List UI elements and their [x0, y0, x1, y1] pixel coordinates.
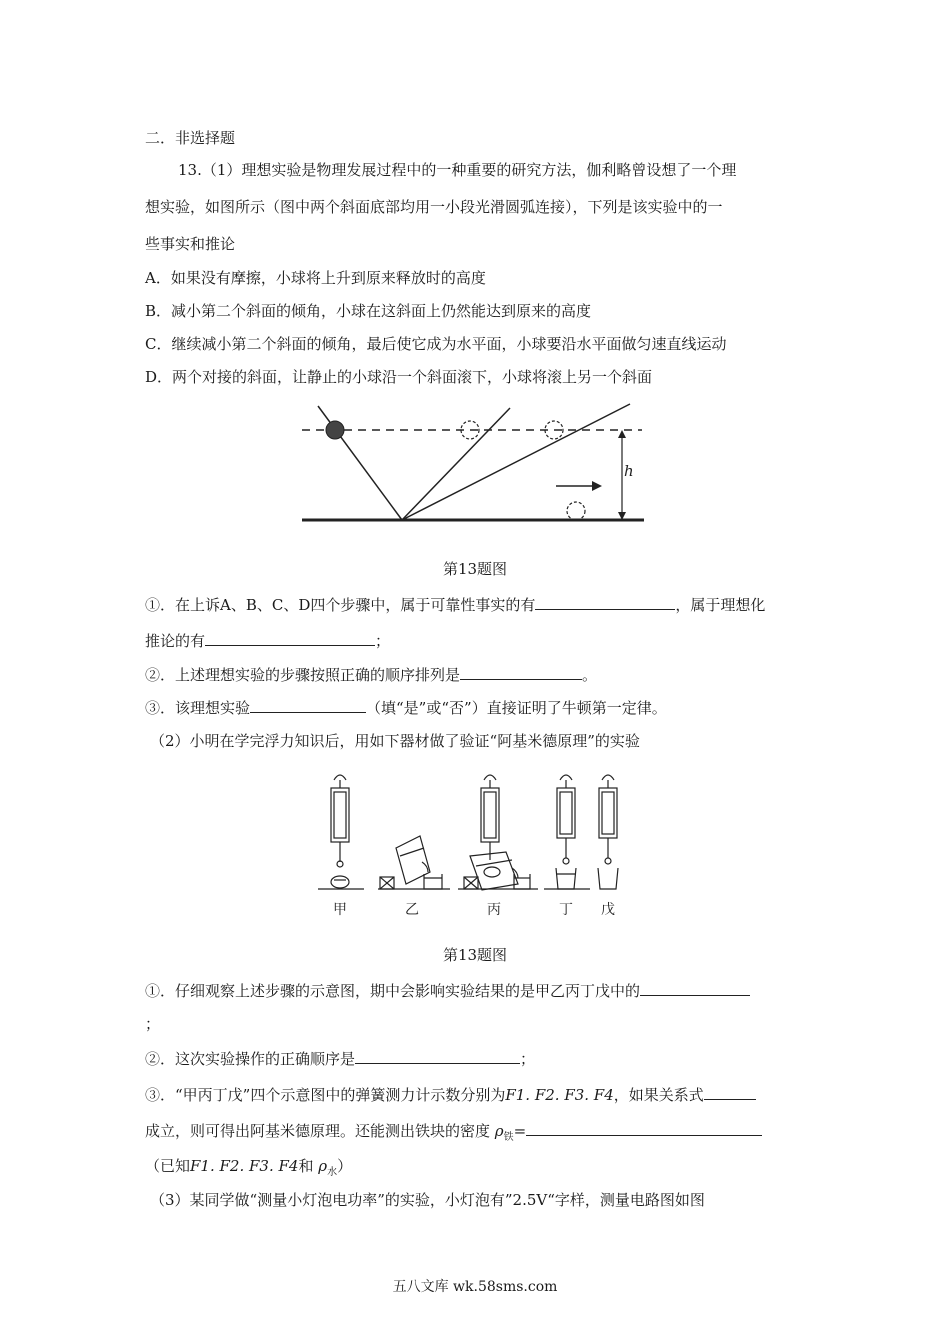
- ball-solid: [326, 421, 344, 439]
- section-title: 二．非选择题: [145, 129, 236, 147]
- right-slope-steep: [402, 408, 510, 520]
- page-footer: 五八文库 wk.58sms.com: [392, 1279, 558, 1295]
- answer-blank-density[interactable]: [526, 1120, 762, 1136]
- q13-intro-line-2: 想实验，如图所示（图中两个斜面底部均用一小段光滑圆弧连接），下列是该实验中的一: [145, 198, 723, 216]
- q2-part-2: ②．这次实验操作的正确顺序是 ；: [145, 1050, 536, 1068]
- fig2-label-yi: 乙: [405, 902, 419, 918]
- answer-blank-sequence[interactable]: [355, 1048, 520, 1064]
- answer-blank-inference[interactable]: [205, 630, 375, 646]
- option-d: D．两个对接的斜面，让静止的小球沿一个斜面滚下，小球将滚上另一个斜面: [145, 368, 653, 386]
- archimedes-figure: [318, 764, 648, 924]
- right-slope-shallow: [402, 404, 630, 520]
- figure-1-caption: 第13题图: [442, 560, 508, 578]
- inclined-plane-figure: [298, 400, 658, 540]
- answer-blank-relation[interactable]: [704, 1084, 756, 1100]
- q2-part-1-cont: ；: [145, 1015, 161, 1033]
- fig2-label-jia: 甲: [333, 902, 347, 918]
- ball-dashed-3: [567, 502, 585, 520]
- fig2-label-wu: 戊: [601, 902, 615, 918]
- answer-blank-influence[interactable]: [640, 980, 750, 996]
- answer-blank-facts[interactable]: [535, 594, 675, 610]
- q2-part-1: ①．仔细观察上述步骤的示意图，期中会影响实验结果的是甲乙丙丁戊中的: [145, 980, 750, 1001]
- q2-part-3: ③．“甲丙丁戊”四个示意图中的弹簧测力计示数分别为F1. F2. F3. F4，如果关系式: [145, 1084, 756, 1105]
- part-3-intro: （3）某同学做“测量小灯泡电功率”的实验，小灯泡有”2.5V“字样，测量电路图如图: [150, 1191, 705, 1209]
- fig2-label-bing: 丙: [487, 902, 501, 918]
- answer-blank-order[interactable]: [460, 664, 582, 680]
- option-a: A．如果没有摩擦，小球将上升到原来释放时的高度: [145, 269, 486, 287]
- answer-blank-yes-no[interactable]: [250, 697, 366, 713]
- q1-part-1: ①．在上诉A、B、C、D四个步骤中，属于可靠性事实的有 ，属于理想化: [145, 596, 766, 614]
- fig2-label-ding: 丁: [559, 902, 573, 918]
- height-label: h: [624, 462, 634, 480]
- q2-part-3-known: （已知F1. F2. F3. F4和 $\rho_水$）: [145, 1157, 353, 1178]
- q1-part-3: ③．该理想实验 （填“是”或“否”）直接证明了牛顿第一定律。: [145, 699, 667, 717]
- option-c: C．继续减小第二个斜面的倾角，最后使它成为水平面，小球要沿水平面做匀速直线运动: [145, 335, 727, 353]
- q2-part-3-cont: 成立，则可得出阿基米德原理。还能测出铁块的密度 $\rho_铁=$: [145, 1120, 762, 1148]
- option-b: B．减小第二个斜面的倾角，小球在这斜面上仍然能达到原来的高度: [145, 302, 592, 320]
- q1-part-2: ②．上述理想实验的步骤按照正确的顺序排列是 。: [145, 666, 598, 684]
- q13-intro-line-1: 13.（1）理想实验是物理发展过程中的一种重要的研究方法，伽利略曾设想了一个理: [178, 161, 737, 179]
- figure-2-caption: 第13题图: [442, 946, 508, 964]
- q13-intro-line-3: 些事实和推论: [145, 235, 236, 253]
- q1-part-1-cont: 推论的有 ；: [145, 632, 391, 650]
- part-2-intro: （2）小明在学完浮力知识后，用如下器材做了验证“阿基米德原理”的实验: [150, 732, 640, 750]
- motion-arrow-head: [592, 481, 602, 491]
